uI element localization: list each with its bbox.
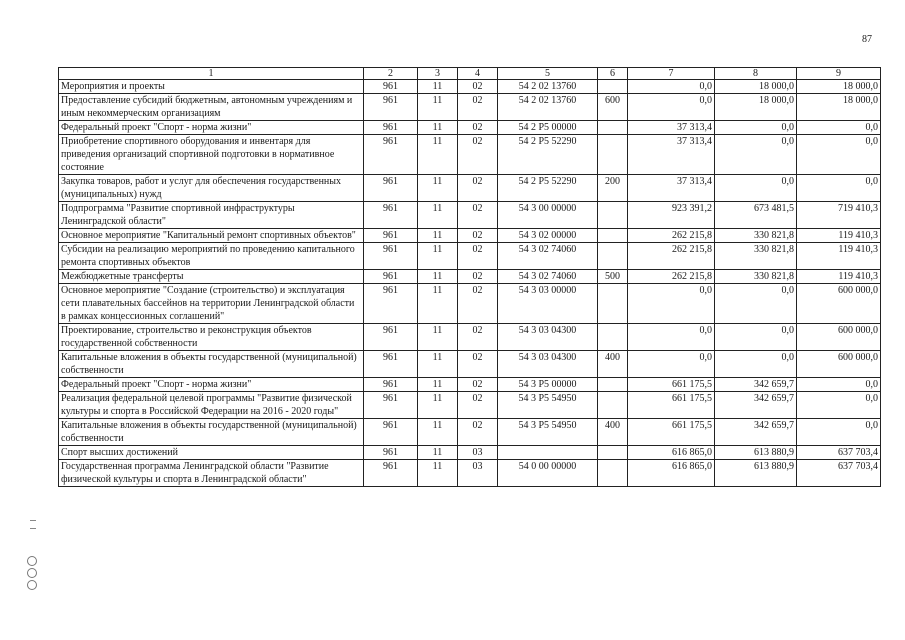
row-value-9-cell: 600 000,0 <box>797 351 881 378</box>
hole-punch-mark <box>27 568 37 578</box>
row-code-cell: 961 <box>364 202 418 229</box>
row-section-cell: 11 <box>418 270 458 284</box>
row-code-cell: 961 <box>364 175 418 202</box>
row-value-7-cell: 661 175,5 <box>628 419 715 446</box>
row-section-cell: 11 <box>418 121 458 135</box>
table-row <box>59 202 881 229</box>
row-section-cell: 11 <box>418 419 458 446</box>
row-subsection-cell: 02 <box>458 351 498 378</box>
row-target-cell: 54 0 00 00000 <box>498 460 598 487</box>
row-target-cell: 54 2 02 13760 <box>498 80 598 94</box>
table-row <box>59 324 881 351</box>
row-name-cell: Основное мероприятие "Капитальный ремонт спортивных объектов" <box>59 229 364 243</box>
row-target-cell: 54 2 P5 52290 <box>498 135 598 175</box>
row-expense-type-cell: 500 <box>598 270 628 284</box>
table-row <box>59 94 881 121</box>
row-value-9-cell: 637 703,4 <box>797 460 881 487</box>
col-header-2: 2 <box>364 68 418 80</box>
row-value-8-cell: 673 481,5 <box>715 202 797 229</box>
row-value-7-cell: 661 175,5 <box>628 378 715 392</box>
row-value-7-cell: 262 215,8 <box>628 270 715 284</box>
table-row <box>59 419 881 446</box>
page-number: 87 <box>862 34 872 45</box>
row-code-cell: 961 <box>364 446 418 460</box>
row-section-cell: 11 <box>418 378 458 392</box>
row-code-cell: 961 <box>364 121 418 135</box>
row-expense-type-cell <box>598 284 628 324</box>
row-expense-type-cell <box>598 378 628 392</box>
row-code-cell: 961 <box>364 135 418 175</box>
row-name-cell: Капитальные вложения в объекты государственной (муниципальной) собственности <box>59 351 364 378</box>
row-name-cell: Капитальные вложения в объекты государственной (муниципальной) собственности <box>59 419 364 446</box>
margin-mark <box>30 520 36 521</box>
row-value-9-cell: 0,0 <box>797 135 881 175</box>
row-section-cell: 11 <box>418 284 458 324</box>
row-value-9-cell: 0,0 <box>797 419 881 446</box>
row-expense-type-cell: 200 <box>598 175 628 202</box>
row-section-cell: 11 <box>418 324 458 351</box>
row-expense-type-cell <box>598 324 628 351</box>
row-section-cell: 11 <box>418 460 458 487</box>
row-target-cell: 54 3 00 00000 <box>498 202 598 229</box>
row-expense-type-cell: 400 <box>598 419 628 446</box>
row-value-8-cell: 0,0 <box>715 351 797 378</box>
row-code-cell: 961 <box>364 324 418 351</box>
row-value-9-cell: 719 410,3 <box>797 202 881 229</box>
row-value-7-cell: 616 865,0 <box>628 446 715 460</box>
row-expense-type-cell <box>598 121 628 135</box>
row-value-7-cell: 0,0 <box>628 80 715 94</box>
table-row <box>59 446 881 460</box>
row-value-9-cell: 119 410,3 <box>797 270 881 284</box>
row-subsection-cell: 03 <box>458 460 498 487</box>
table-row <box>59 80 881 94</box>
row-expense-type-cell <box>598 135 628 175</box>
row-value-7-cell: 37 313,4 <box>628 135 715 175</box>
row-name-cell: Федеральный проект "Спорт - норма жизни" <box>59 378 364 392</box>
col-header-6: 6 <box>598 68 628 80</box>
row-value-9-cell: 119 410,3 <box>797 229 881 243</box>
row-target-cell: 54 3 02 74060 <box>498 243 598 270</box>
row-expense-type-cell <box>598 243 628 270</box>
row-expense-type-cell <box>598 80 628 94</box>
row-subsection-cell: 02 <box>458 243 498 270</box>
col-header-3: 3 <box>418 68 458 80</box>
row-subsection-cell: 02 <box>458 392 498 419</box>
col-header-7: 7 <box>628 68 715 80</box>
row-value-7-cell: 0,0 <box>628 284 715 324</box>
row-subsection-cell: 02 <box>458 419 498 446</box>
hole-punch-mark <box>27 580 37 590</box>
row-value-9-cell: 0,0 <box>797 392 881 419</box>
row-name-cell: Основное мероприятие "Создание (строительство) и эксплуатация сети плавательных бассейнов на территории Ленинградской области в рамках концессионных соглашений" <box>59 284 364 324</box>
row-section-cell: 11 <box>418 351 458 378</box>
table-row <box>59 392 881 419</box>
row-subsection-cell: 02 <box>458 121 498 135</box>
row-name-cell: Межбюджетные трансферты <box>59 270 364 284</box>
row-section-cell: 11 <box>418 80 458 94</box>
row-subsection-cell: 02 <box>458 94 498 121</box>
row-code-cell: 961 <box>364 80 418 94</box>
row-expense-type-cell <box>598 392 628 419</box>
row-target-cell: 54 3 03 04300 <box>498 351 598 378</box>
row-target-cell: 54 2 P5 52290 <box>498 175 598 202</box>
row-subsection-cell: 02 <box>458 229 498 243</box>
row-value-8-cell: 342 659,7 <box>715 378 797 392</box>
row-value-8-cell: 0,0 <box>715 121 797 135</box>
row-value-7-cell: 0,0 <box>628 324 715 351</box>
row-code-cell: 961 <box>364 378 418 392</box>
row-expense-type-cell <box>598 202 628 229</box>
col-header-4: 4 <box>458 68 498 80</box>
row-name-cell: Предоставление субсидий бюджетным, автономным учреждениям и иным некоммерческим организациям <box>59 94 364 121</box>
row-value-9-cell: 637 703,4 <box>797 446 881 460</box>
row-value-9-cell: 0,0 <box>797 378 881 392</box>
row-code-cell: 961 <box>364 351 418 378</box>
row-code-cell: 961 <box>364 392 418 419</box>
col-header-8: 8 <box>715 68 797 80</box>
row-subsection-cell: 02 <box>458 284 498 324</box>
row-section-cell: 11 <box>418 175 458 202</box>
row-name-cell: Приобретение спортивного оборудования и инвентаря для приведения организаций спортивной подготовки в нормативное состояние <box>59 135 364 175</box>
row-value-9-cell: 600 000,0 <box>797 284 881 324</box>
row-value-8-cell: 0,0 <box>715 284 797 324</box>
row-subsection-cell: 02 <box>458 175 498 202</box>
row-value-9-cell: 0,0 <box>797 175 881 202</box>
col-header-1: 1 <box>59 68 364 80</box>
row-value-8-cell: 342 659,7 <box>715 419 797 446</box>
row-value-7-cell: 923 391,2 <box>628 202 715 229</box>
row-value-9-cell: 119 410,3 <box>797 243 881 270</box>
row-expense-type-cell: 400 <box>598 351 628 378</box>
row-name-cell: Проектирование, строительство и реконструкция объектов государственной собственности <box>59 324 364 351</box>
table-row <box>59 229 881 243</box>
row-value-7-cell: 262 215,8 <box>628 243 715 270</box>
row-value-8-cell: 18 000,0 <box>715 94 797 121</box>
row-value-8-cell: 330 821,8 <box>715 270 797 284</box>
row-target-cell: 54 3 02 00000 <box>498 229 598 243</box>
table-row <box>59 284 881 324</box>
row-target-cell <box>498 446 598 460</box>
row-value-8-cell: 18 000,0 <box>715 80 797 94</box>
row-section-cell: 11 <box>418 202 458 229</box>
col-header-5: 5 <box>498 68 598 80</box>
table-row <box>59 378 881 392</box>
row-section-cell: 11 <box>418 392 458 419</box>
row-subsection-cell: 02 <box>458 135 498 175</box>
row-value-9-cell: 0,0 <box>797 121 881 135</box>
row-section-cell: 11 <box>418 135 458 175</box>
row-subsection-cell: 02 <box>458 324 498 351</box>
row-value-7-cell: 0,0 <box>628 94 715 121</box>
row-name-cell: Субсидии на реализацию мероприятий по проведению капитального ремонта спортивных объектов <box>59 243 364 270</box>
row-subsection-cell: 03 <box>458 446 498 460</box>
row-name-cell: Подпрограмма "Развитие спортивной инфраструктуры Ленинградской области" <box>59 202 364 229</box>
row-target-cell: 54 3 P5 54950 <box>498 419 598 446</box>
row-code-cell: 961 <box>364 243 418 270</box>
row-section-cell: 11 <box>418 229 458 243</box>
row-value-8-cell: 0,0 <box>715 135 797 175</box>
row-name-cell: Мероприятия и проекты <box>59 80 364 94</box>
row-value-7-cell: 37 313,4 <box>628 121 715 135</box>
table-row <box>59 121 881 135</box>
row-value-7-cell: 262 215,8 <box>628 229 715 243</box>
table-row <box>59 460 881 487</box>
row-name-cell: Государственная программа Ленинградской области "Развитие физической культуры и спорта в Ленинградской области" <box>59 460 364 487</box>
row-value-7-cell: 616 865,0 <box>628 460 715 487</box>
row-expense-type-cell <box>598 446 628 460</box>
row-target-cell: 54 3 02 74060 <box>498 270 598 284</box>
row-section-cell: 11 <box>418 94 458 121</box>
row-code-cell: 961 <box>364 419 418 446</box>
row-expense-type-cell: 600 <box>598 94 628 121</box>
row-code-cell: 961 <box>364 229 418 243</box>
row-subsection-cell: 02 <box>458 202 498 229</box>
row-section-cell: 11 <box>418 446 458 460</box>
row-expense-type-cell <box>598 460 628 487</box>
table-row <box>59 175 881 202</box>
row-name-cell: Закупка товаров, работ и услуг для обеспечения государственных (муниципальных) нужд <box>59 175 364 202</box>
row-target-cell: 54 2 P5 00000 <box>498 121 598 135</box>
row-value-8-cell: 0,0 <box>715 175 797 202</box>
row-target-cell: 54 3 P5 54950 <box>498 392 598 419</box>
row-code-cell: 961 <box>364 460 418 487</box>
header-row <box>59 68 881 80</box>
row-code-cell: 961 <box>364 270 418 284</box>
row-section-cell: 11 <box>418 243 458 270</box>
row-name-cell: Федеральный проект "Спорт - норма жизни" <box>59 121 364 135</box>
row-value-8-cell: 613 880,9 <box>715 460 797 487</box>
row-value-9-cell: 600 000,0 <box>797 324 881 351</box>
row-value-7-cell: 0,0 <box>628 351 715 378</box>
margin-mark <box>30 528 36 529</box>
row-value-8-cell: 613 880,9 <box>715 446 797 460</box>
row-name-cell: Реализация федеральной целевой программы "Развитие физической культуры и спорта в Российской Федерации на 2016 - 2020 годы" <box>59 392 364 419</box>
row-name-cell: Спорт высших достижений <box>59 446 364 460</box>
row-value-8-cell: 330 821,8 <box>715 243 797 270</box>
row-value-8-cell: 330 821,8 <box>715 229 797 243</box>
row-value-7-cell: 661 175,5 <box>628 392 715 419</box>
table-row <box>59 351 881 378</box>
table-row <box>59 135 881 175</box>
row-code-cell: 961 <box>364 94 418 121</box>
hole-punch-mark <box>27 556 37 566</box>
margin-marks <box>26 520 42 590</box>
row-value-7-cell: 37 313,4 <box>628 175 715 202</box>
row-expense-type-cell <box>598 229 628 243</box>
row-value-9-cell: 18 000,0 <box>797 94 881 121</box>
row-value-8-cell: 342 659,7 <box>715 392 797 419</box>
row-target-cell: 54 3 03 04300 <box>498 324 598 351</box>
table-row <box>59 270 881 284</box>
col-header-9: 9 <box>797 68 881 80</box>
row-value-8-cell: 0,0 <box>715 324 797 351</box>
row-subsection-cell: 02 <box>458 270 498 284</box>
table-row <box>59 243 881 270</box>
budget-table <box>58 67 881 487</box>
row-subsection-cell: 02 <box>458 378 498 392</box>
row-target-cell: 54 3 03 00000 <box>498 284 598 324</box>
row-subsection-cell: 02 <box>458 80 498 94</box>
row-value-9-cell: 18 000,0 <box>797 80 881 94</box>
row-target-cell: 54 3 P5 00000 <box>498 378 598 392</box>
row-code-cell: 961 <box>364 284 418 324</box>
row-target-cell: 54 2 02 13760 <box>498 94 598 121</box>
